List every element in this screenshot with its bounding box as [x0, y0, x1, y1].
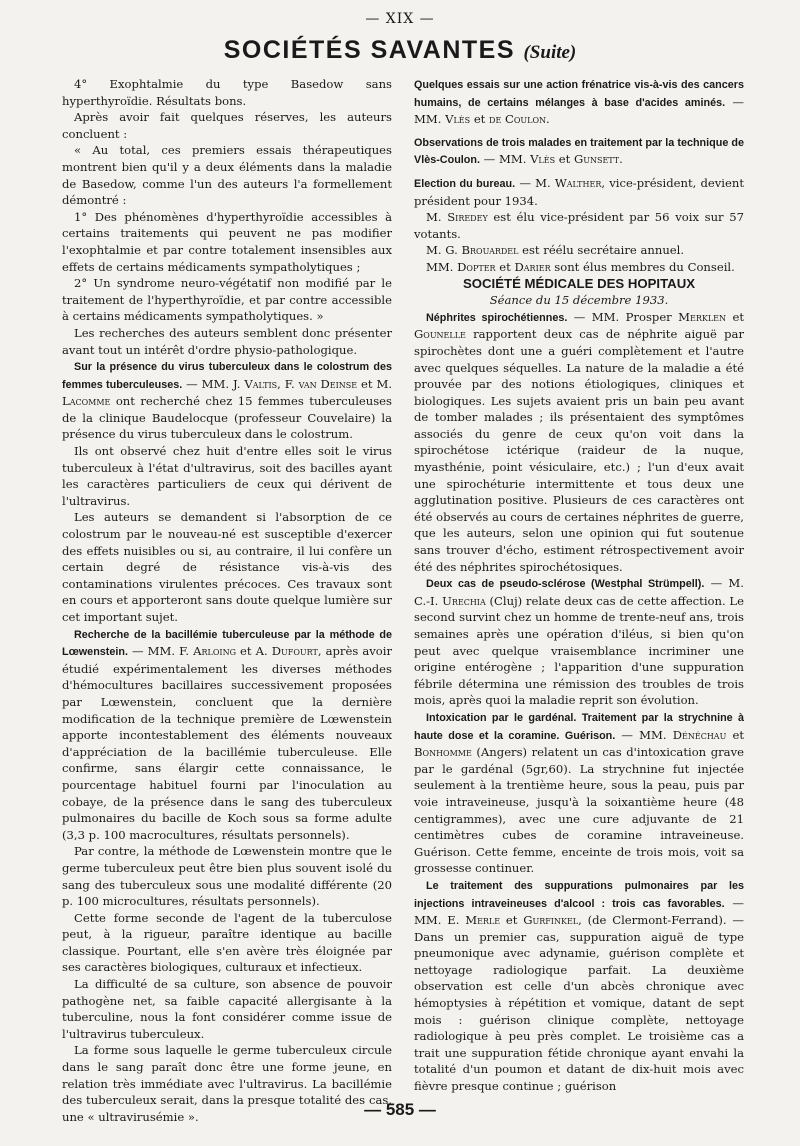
paragraph: Les recherches des auteurs semblent donc présenter avant tout un intérêt d'ordre physio-pathologique. — [62, 325, 392, 357]
paragraph: Après avoir fait quelques réserves, les auteurs concluent : — [62, 110, 392, 141]
title-text: SOCIÉTÉS SAVANTES — [223, 36, 516, 64]
author-name: Urechia — [442, 593, 486, 608]
article-pseudo-sclerose: Deux cas de pseudo-sclérose (Westphal Strümpell). — M. C.-I. Urechia (Cluj) relate deux cas de cette affection. Le second survint chez un homme de trente-neuf ans, trois semaines après une opération d'iléus, si bien qu'on peut avec quelque vraisemblance incriminer une origine entérogène ; l'apparition d'une suppuration fébrile détermina une rémission des troubles de trois mois, après quoi la maladie reprit son évolution. — [414, 576, 744, 708]
author-name: Arloing — [193, 644, 236, 659]
author-name: Gunsett — [573, 152, 620, 167]
author-name: Vlès — [445, 112, 471, 127]
author-name: Bonhomme — [414, 745, 472, 760]
author-name: Vlès — [530, 152, 556, 167]
author-name: Siredey — [447, 210, 488, 225]
paragraph: 2° Un syndrome neuro-végétatif non modifié par le traitement de l'hyperthyroïdie, et par contre accessible à certains médicaments sympatholytiques. » — [62, 276, 392, 324]
section-title: SOCIÉTÉ MÉDICALE DES HOPITAUX — [462, 275, 696, 291]
article-vles-coulon: Observations de trois malades en traitement par la technique de Vlès-Coulon. — MM. Vlès et Gunsett. — [414, 136, 744, 167]
article-title: Quelques essais sur une action frénatrice vis-à-vis des cancers humains, de certains mélanges à base d'acides aminés. — [414, 79, 744, 109]
paragraph: La difficulté de sa culture, son absence de pouvoir pathogène net, sa faible capacité allergisante à la tuberculine, nous la font considérer comme issue de l'ultravirus tuberculeux. — [62, 977, 392, 1041]
title-suite: (Suite) — [523, 42, 577, 63]
article-valtis: Sur la présence du virus tuberculeux dans le colostrum des femmes tuberculeuses. — MM. J. Valtis, F. van Deinse et M. Lacomme ont recherché chez 15 femmes tuberculeuses de la clinique Baudelocque (professeur Couvelaire) la présence du virus tuberculeux dans le colostrum. — [62, 361, 393, 442]
paragraph: Ils ont observé chez huit d'entre elles soit le virus tuberculeux à l'état d'ultravirus, soit des bacilles ayant les caractères particuliers de ceux qui dérivent de l'ultravirus. — [62, 444, 392, 508]
page-number: — 585 — — [364, 1100, 436, 1119]
article-election: Election du bureau. — M. Walther, vice-président, devient président pour 1934. — [414, 175, 744, 208]
author-name: Merklen — [678, 309, 727, 324]
roman-page-number: — XIX — — [365, 11, 435, 27]
author-name: de Coulon — [489, 112, 547, 127]
paragraph: 1° Des phénomènes d'hyperthyroïdie accessibles à certains traitements qui peuvent ne pas modifier l'exophtalmie et par contre totalement insensibles aux effets de certains médicaments sympatholytiques ; — [62, 209, 392, 274]
article-title: Recherche de la bacillémie tuberculeuse par la méthode de Lœwenstein. — [62, 628, 392, 659]
paragraph: Par contre, la méthode de Lœwenstein montre que le germe tuberculeux peut être bien plus souvent isolé du sang des tuberculeux sous une modalité différente (20 p. 100 microcultures, résultats personnels). — [62, 844, 392, 909]
article-title: Néphrites spirochétiennes. — [426, 311, 568, 324]
paragraph: M. Siredey est élu vice-président par 56 voix sur 57 votants. — [414, 210, 744, 241]
author-name: Gounelle — [414, 327, 466, 342]
paragraph: Cette forme seconde de l'agent de la tuberculose peut, à la rigueur, paraître identique au bacille classique. Pourtant, elle s'en avère très éloignée par ses caractères biologiques, culturaux et infectieux. — [62, 910, 392, 975]
section-subtitle: Séance du 15 décembre 1933. — [489, 293, 669, 308]
article-gardenal: Intoxication par le gardénal. Traitement par la strychnine à haute dose et la coramine. Guérison. — MM. Dénéchau et Bonhomme (Angers) relatent un cas d'intoxication grave par le gardénal (5gr,60). La strychnine fut injectée seulement à la trentième heure, sous la peau, puis par voie intraveineuse, jusqu'à la soixantième heure (48 centigrammes), avec une cure adjuvante de 21 centimètres cubes de coramine intraveineuse. Guérison. Cette femme, enceinte de trois mois, voit sa grossesse continuer. — [414, 711, 744, 876]
article-title: Sur la présence du virus tuberculeux dans le colostrum des femmes tuberculeuses. — [62, 361, 392, 391]
paragraph: « Au total, ces premiers essais thérapeutiques montrent bien qu'il y a deux éléments dans la maladie de Basedow, comme l'un des auteurs l'a formellement démontré : — [62, 143, 392, 208]
paragraph: La forme sous laquelle le germe tuberculeux circule dans le sang paraît donc être une forme jeune, en relation très immédiate avec l'ultravirus. La bacillémie des tuberculeux serait, dans la presque totalité des cas, une « ultravirusémie ». — [62, 1043, 392, 1124]
author-name: Merle — [465, 913, 501, 928]
author-name: van Deinse — [298, 376, 358, 391]
article-vles: Quelques essais sur une action frénatrice vis-à-vis des cancers humains, de certains mélanges à base d'acides aminés. — MM. Vlès et de Coulon. — [414, 79, 745, 127]
paragraph: M. G. Brouardel est réélu secrétaire annuel. — [426, 243, 685, 258]
author-name: Brouardel — [461, 243, 519, 258]
paragraph: Les auteurs se demandent si l'absorption de ce colostrum par le nouveau-né est susceptible d'exercer des effets nuisibles ou si, au contraire, il lui confère un certain degré de résistance vis-à-vis des contaminations virulentes précoces. Ces travaux sont en cours et apporteront sans doute quelque lumière sur cet important sujet. — [62, 510, 392, 624]
left-column — [62, 76, 392, 1125]
author-name: Dufourt — [271, 644, 318, 659]
author-name: Gurfinkel — [523, 913, 579, 928]
article-suppurations: Le traitement des suppurations pulmonaires par les injections intraveineuses d'alcool : trois cas favorables. — MM. E. Merle et Gurfinkel, (de Clermont-Ferrand). — Dans un premier cas, suppuration aiguë de type pneumonique avec adynamie, guérison complète et nettoyage radiologique parfait. La deuxième observation est celle d'un abcès chronique avec hémoptysies à répétition et vomique, datant de sept mois : guérison clinique complète, nettoyage radiologique à peu près complet. Le troisième cas a trait une suppuration fétide chronique ayant envahi la totalité d'un poumon et datant de dix-huit mois avec fièvre presque continue ; guérison — [414, 879, 744, 1094]
article-nephrites: Néphrites spirochétiennes. — MM. Prosper Merklen et Gounelle rapportent deux cas de néphrite aiguë par spirochètes dont une a guéri complètement et l'autre avec quelques séquelles. La nature de la maladie a été prouvée par des notions étiologiques, cliniques et biologiques. Les sujets avaient pris un bain peu avant de tomber malades ; ils présentaient des symptômes associés du genre de ceux qu'on voit dans la spirochétose ictérique (raideur de la nuque, myasthénie, point vésiculaire, etc.) ; l'un d'eux avait une spirochéturie intermittente et tous deux une agglutination positive. Plusieurs de ces caractères ont été observés au cours de certaines néphrites de guerre, que les auteurs, selon une opinion qui fut soutenue sans trouver d'écho, estiment rétrospectivement avoir été des néphrites spirochétosiques. — [414, 309, 744, 574]
author-name: Dénéchau — [672, 727, 727, 742]
author-name: Valtis — [244, 376, 278, 391]
article-title: Election du bureau. — [414, 177, 516, 190]
author-name: Darier — [514, 259, 551, 274]
page-title — [0, 36, 800, 65]
article-title: Deux cas de pseudo-sclérose (Westphal Strümpell). — [426, 578, 705, 591]
article-title: Le traitement des suppurations pulmonaires par les injections intraveineuses d'alcool : trois cas favorables. — [414, 879, 744, 910]
author-name: Walther — [554, 175, 602, 190]
article-title: Observations de trois malades en traitement par la technique de Vlès-Coulon. — [414, 136, 744, 167]
author-name: Dopter — [457, 259, 496, 274]
article-title: Intoxication par le gardénal. Traitement par la strychnine à haute dose et la coramine. Guérison. — [414, 711, 744, 742]
article-arloing: Recherche de la bacillémie tuberculeuse par la méthode de Lœwenstein. — MM. F. Arloing et A. Dufourt, après avoir étudié expérimentalement les diverses méthodes d'hémocultures bacillaires successivement proposées par Lœwenstein, concluent que la dernière modification de la technique première de Lœwenstein apporte incontestablement des éléments nouveaux d'appréciation de la bacillémie tuberculeuse. Elle confirme, sans élargir cette connaissance, le pourcentage habituel fourni par l'inoculation au cobaye, de la présence dans le sang des tuberculeux pulmonaires du bacille de Koch sous sa forme adulte (3,3 p. 100 macrocultures, résultats personnels). — [62, 628, 393, 842]
author-name: Lacomme — [62, 394, 111, 409]
paragraph: MM. Dopter et Darier sont élus membres du Conseil. — [426, 259, 735, 274]
paragraph: 4° Exophtalmie du type Basedow sans hyperthyroïdie. Résultats bons. — [62, 77, 392, 108]
right-column — [414, 76, 744, 1095]
